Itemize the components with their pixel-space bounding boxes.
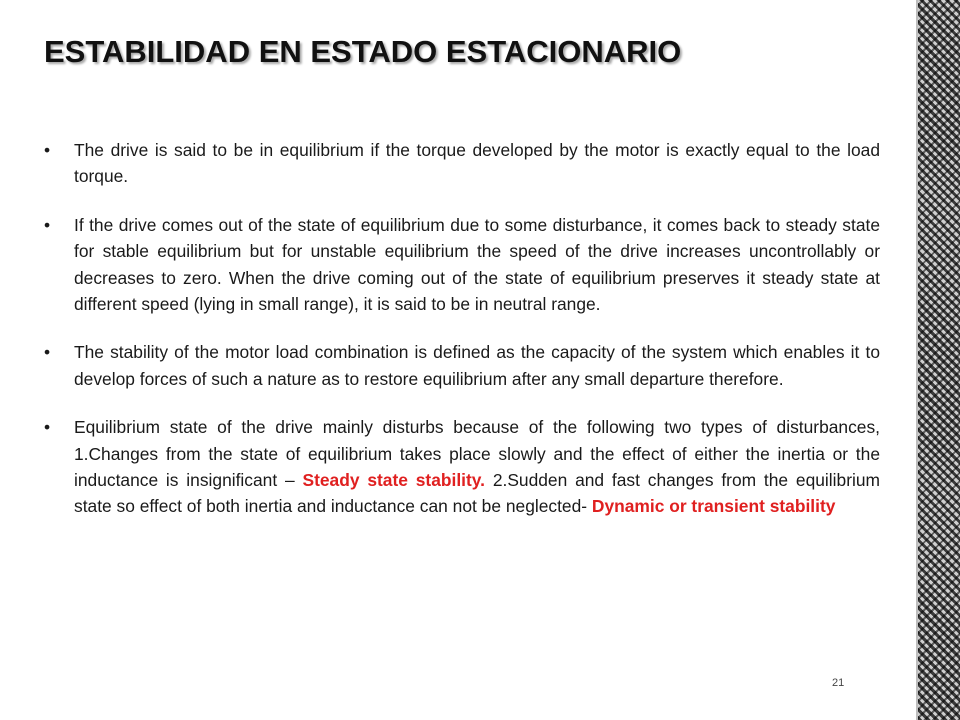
bullet-item [44, 212, 880, 318]
bullet-dot-icon: • [44, 214, 51, 235]
bullet-dot-icon: • [44, 342, 51, 363]
page-number: 21 [832, 677, 845, 689]
bullet-list [44, 137, 880, 542]
bullet-text: Equilibrium state of the drive mainly disturbs because of the following two types of disturbances, 1.Changes from the state of equilibrium takes place slowly and the effect of either the inertia or the inductance is insignificant – [74, 417, 880, 491]
decorative-side-band [918, 0, 960, 720]
bullet-text: The stability of the motor load combination is defined as the capacity of the system which enables it to develop forces of such a nature as to restore equilibrium after any small departure therefore. [74, 342, 880, 389]
bullet-text: The drive is said to be in equilibrium if the torque developed by the motor is exactly equal to the load torque. [74, 140, 880, 187]
bullet-dot-icon: • [44, 417, 51, 438]
bullet-item [44, 414, 880, 520]
bullet-item [44, 339, 880, 392]
highlight-dynamic-stability: Dynamic or transient stability [591, 496, 836, 517]
highlight-steady-state: Steady state stability. [302, 470, 485, 491]
slide-title: ESTABILIDAD EN ESTADO ESTACIONARIO [44, 34, 682, 69]
bullet-text-continued: 2.Sudden and fast changes from the equilibrium state so effect of both inertia and inductance can not be neglected- [74, 470, 881, 517]
bullet-dot-icon: • [44, 140, 51, 160]
bullet-text: If the drive comes out of the state of equilibrium due to some disturbance, it comes back to steady state for stable equilibrium but for unstable equilibrium the speed of the drive increases uncontrollably or decreases to zero. When the drive coming out of the state of equilibrium preserves it steady state at different speed (lying in small range), it is said to be in neutral range. [74, 214, 880, 315]
bullet-item [44, 137, 880, 190]
